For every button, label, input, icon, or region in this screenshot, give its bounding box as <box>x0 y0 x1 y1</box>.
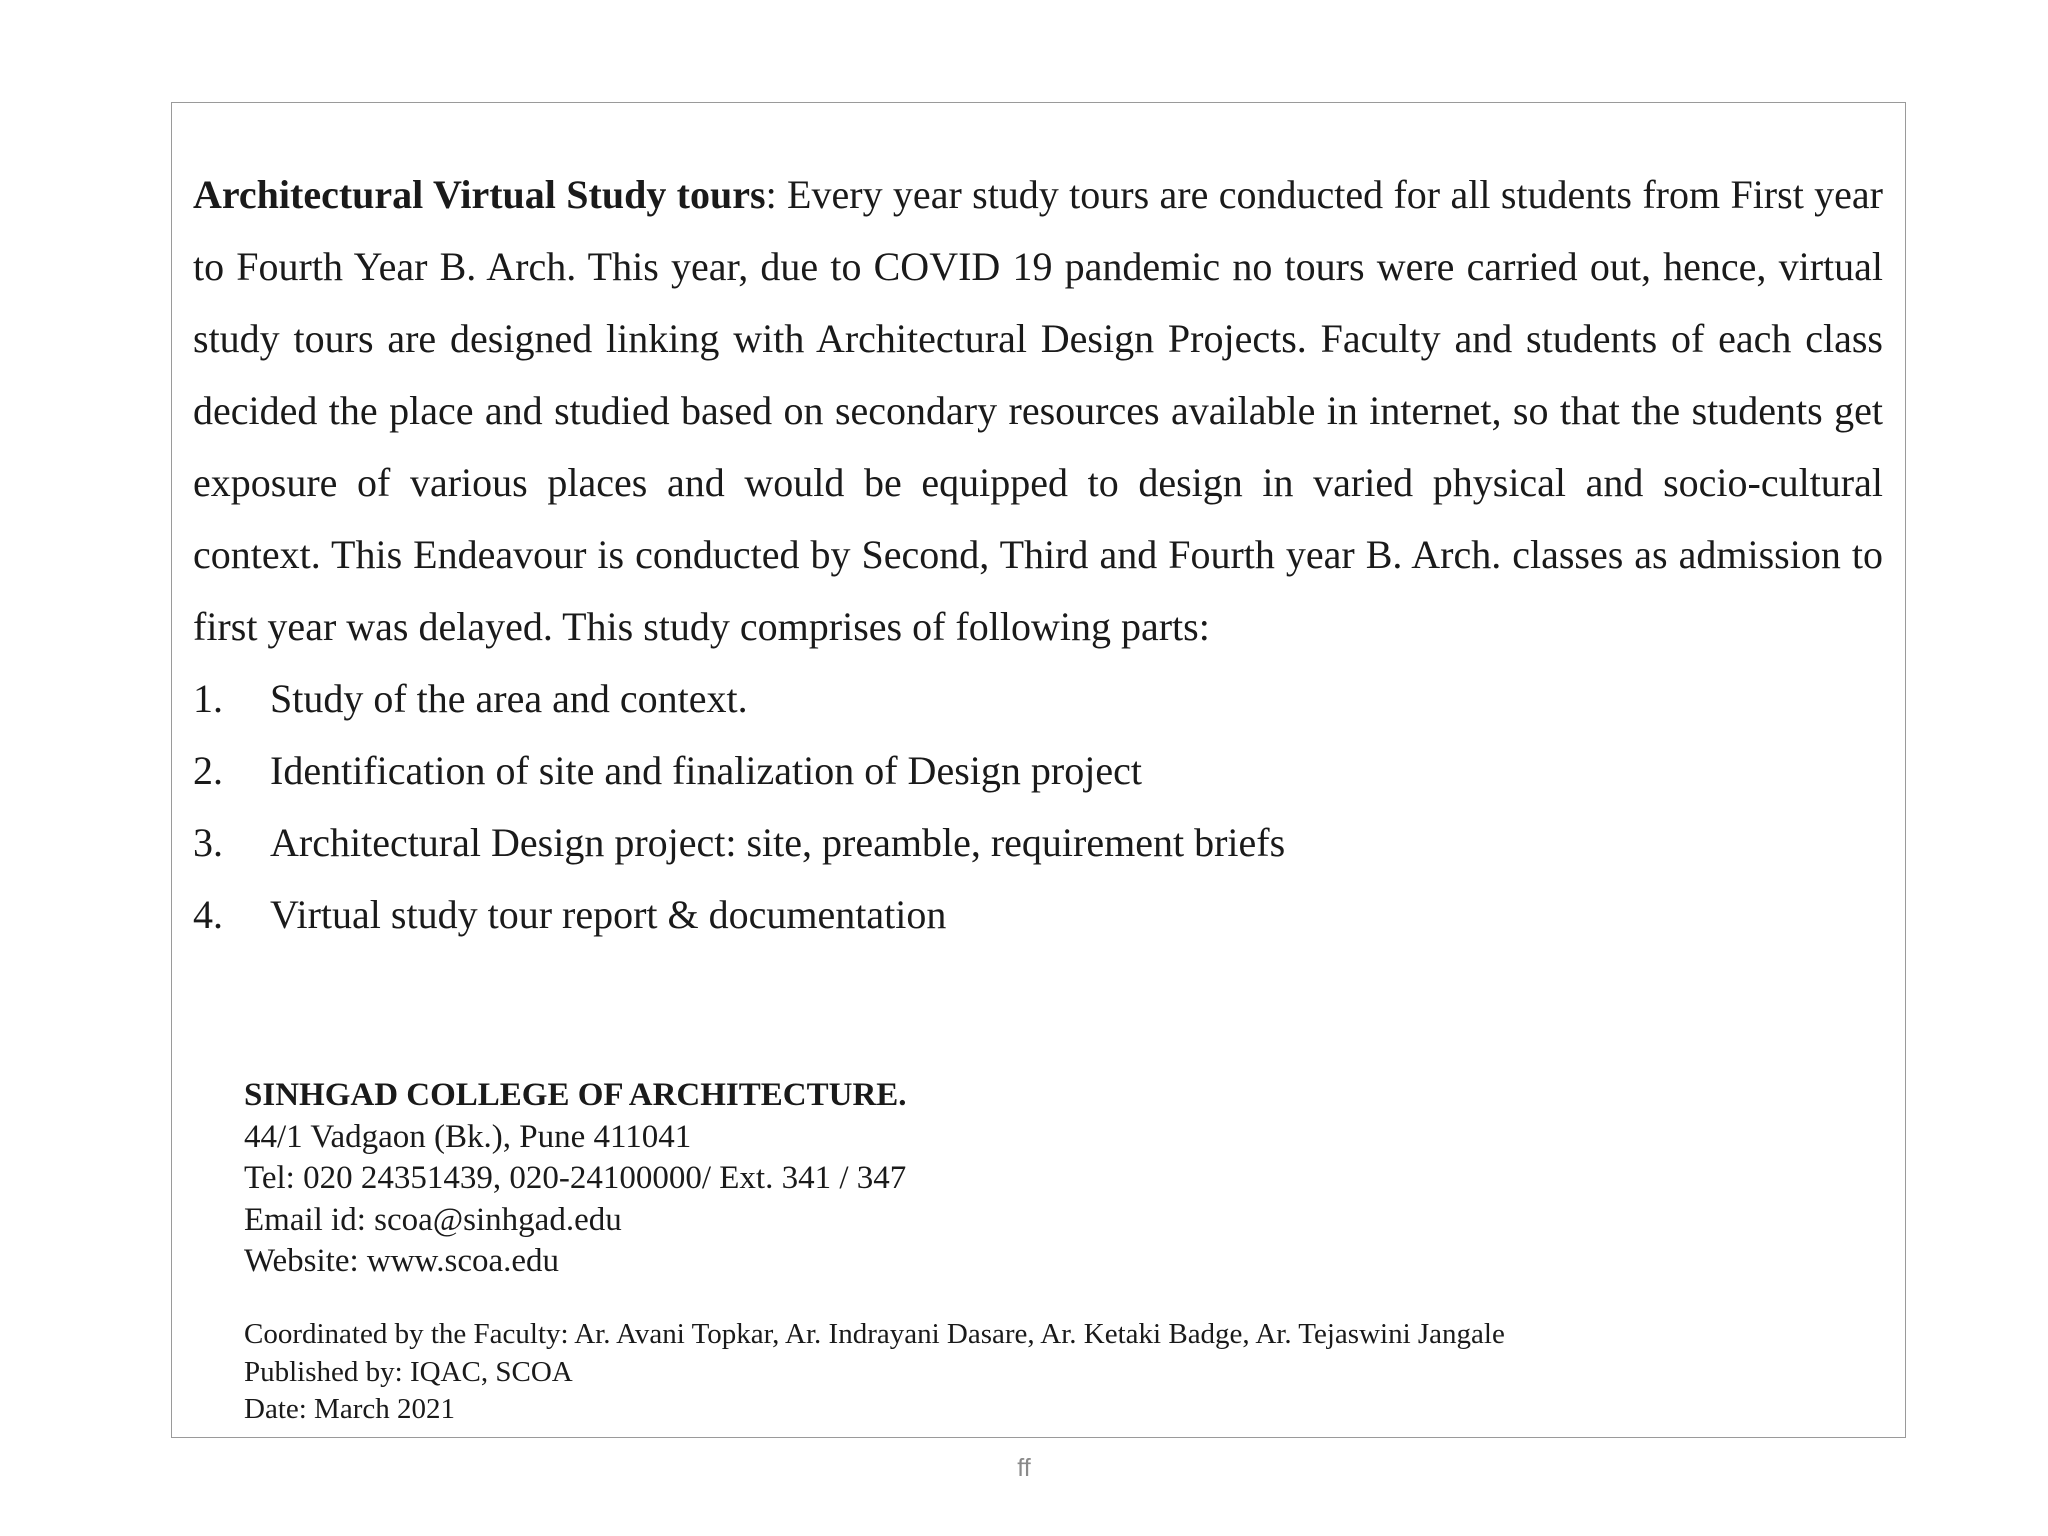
list-item-text: Architectural Design project: site, preamble, requirement briefs <box>270 820 1286 865</box>
list-item-text: Virtual study tour report & documentation <box>270 892 947 937</box>
published-by: Published by: IQAC, SCOA <box>244 1355 573 1388</box>
page-number: ff <box>1017 1454 1031 1482</box>
college-address: 44/1 Vadgaon (Bk.), Pune 411041 <box>244 1118 692 1155</box>
college-name: SINHGAD COLLEGE OF ARCHITECTURE. <box>244 1077 907 1113</box>
credits-block <box>244 1316 1864 1429</box>
list-item <box>193 807 1883 879</box>
list-item-number: 4. <box>193 892 223 937</box>
parts-list <box>193 663 1883 951</box>
list-item-number: 3. <box>193 820 223 865</box>
intro-body: : Every year study tours are conducted for all students from First year to Fourth Year B. Arch. This year, due to COVID 19 pandemic no tours were carried out, hence, virtual study tours are designed linking with Architectural Design Projects. Faculty and students of each class decided the place and studied based on secondary resources available in internet, so that the students get exposure of various places and would be equipped to design in varied physical and socio-cultural context. This Endeavour is conducted by Second, Third and Fourth year B. Arch. classes as admission to first year was delayed. This study comprises of following parts: <box>193 172 1883 649</box>
list-item <box>193 735 1883 807</box>
college-email: Email id: scoa@sinhgad.edu <box>244 1201 622 1238</box>
list-item-number: 2. <box>193 748 223 793</box>
list-item-text: Identification of site and finalization of Design project <box>270 748 1142 793</box>
college-telephone: Tel: 020 24351439, 020-24100000/ Ext. 341 / 347 <box>244 1160 907 1196</box>
list-item-number: 1. <box>193 676 223 721</box>
coordinated-by: Coordinated by the Faculty: Ar. Avani Topkar, Ar. Indrayani Dasare, Ar. Ketaki Badge, Ar. Tejaswini Jangale <box>244 1318 1505 1350</box>
list-item <box>193 879 1883 951</box>
list-item-text: Study of the area and context. <box>270 676 748 721</box>
college-website: Website: www.scoa.edu <box>244 1243 560 1279</box>
college-contact-block <box>244 1075 1844 1283</box>
intro-paragraph <box>193 159 1883 663</box>
intro-title: Architectural Virtual Study tours <box>193 172 766 217</box>
list-item <box>193 663 1883 735</box>
publication-date: Date: March 2021 <box>244 1393 455 1425</box>
